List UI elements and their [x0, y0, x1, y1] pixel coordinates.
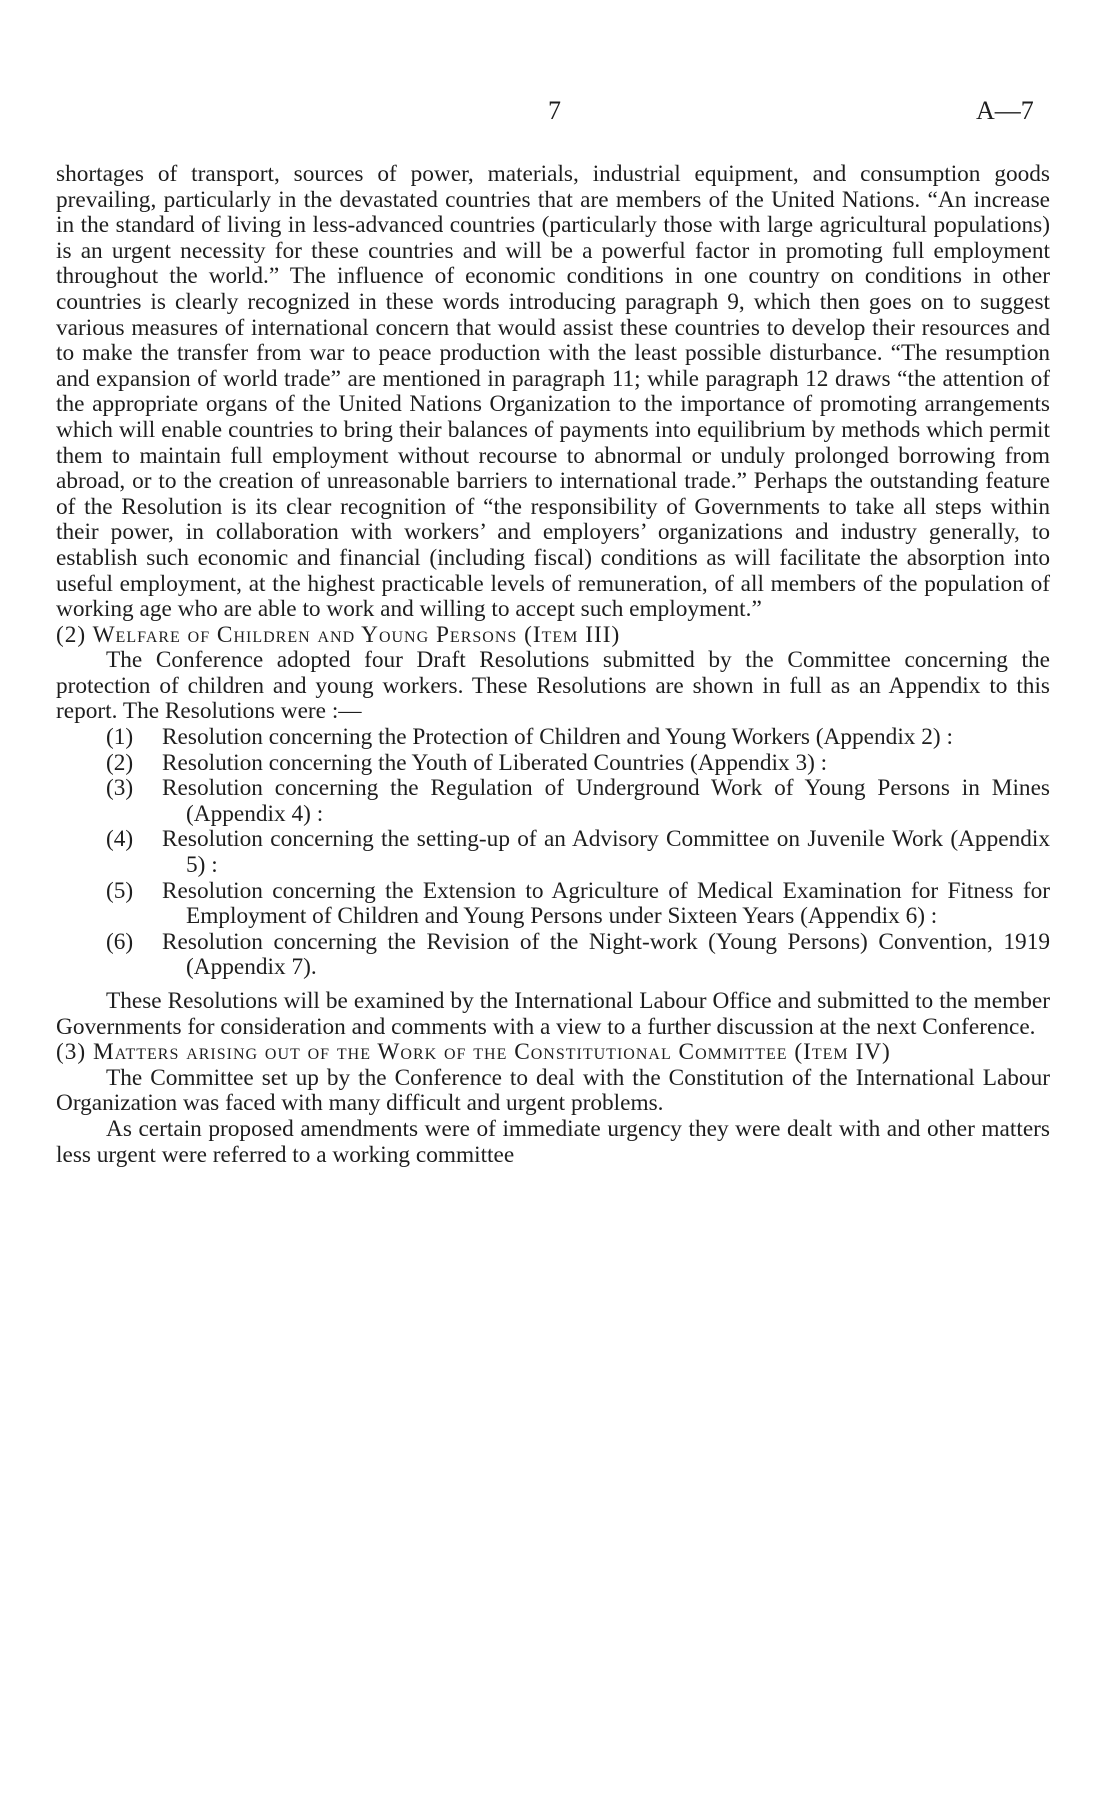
resolutions-list — [56, 725, 1050, 981]
list-item-text: Resolution concerning the Youth of Liberated Countries (Appendix 3) : — [162, 749, 828, 776]
section-2-intro: The Conference adopted four Draft Resolutions submitted by the Committee concerning the protection of children and young workers. These Resolutions are shown in full as an Appendix to this report. The Resolutions were :— — [56, 647, 1050, 725]
section-3-paragraph-2: As certain proposed amendments were of immediate urgency they were dealt with and other matters less urgent were referred to a working committee — [56, 1115, 1050, 1168]
list-item-number: (2) — [106, 749, 134, 776]
section-2-closing: These Resolutions will be examined by the International Labour Office and submitted to the member Governments for consideration and comments with a view to a further discussion at the next Conference. — [56, 988, 1050, 1040]
list-item — [56, 751, 1050, 777]
list-item — [56, 930, 1050, 981]
list-item-text: Resolution concerning the setting-up of an Advisory Committee on Juvenile Work (Appendix 5) : — [162, 826, 1050, 879]
list-item-text: Resolution concerning the Extension to Agriculture of Medical Examination for Fitness for Employment of Children and Young Persons under Sixteen Years (Appendix 6) : — [162, 877, 1050, 930]
list-item-number: (5) — [106, 877, 134, 904]
list-item — [56, 879, 1050, 930]
list-item-text: Resolution concerning the Protection of Children and Young Workers (Appendix 2) : — [162, 724, 953, 751]
list-item — [56, 827, 1050, 878]
list-item-text: Resolution concerning the Regulation of Underground Work of Young Persons in Mines (Appendix 4) : — [162, 775, 1050, 827]
list-item-text: Resolution concerning the Revision of the Night-work (Young Persons) Convention, 1919 (Appendix 7). — [162, 928, 1050, 981]
list-item — [56, 725, 1050, 751]
list-item-number: (3) — [106, 775, 134, 802]
document-body — [56, 162, 1050, 1168]
section-3-paragraph-1: The Committee set up by the Conference to deal with the Constitution of the International Labour Organization was faced with many difficult and urgent problems. — [56, 1064, 1050, 1117]
paragraph-continuation: shortages of transport, sources of power, materials, industrial equipment, and consumption goods prevailing, particularly in the devastated countries that are members of the United Nations. “An increase in the standard of living in less-advanced countries (particularly those with large agricultural populations) is an urgent necessity for these countries and will be a powerful factor in promoting full employment throughout the world.” The influence of economic conditions in one country on conditions in other countries is clearly recognized in these words introducing paragraph 9, which then goes on to suggest various measures of international concern that would assist these countries to develop their resources and to make the transfer from war to peace production with the least possible disturbance. “The resumption and expansion of world trade” are mentioned in paragraph 11; while paragraph 12 draws “the attention of the appropriate organs of the United Nations Organization to the importance of promoting arrangements which will enable countries to bring their balances of payments into equilibrium by methods which permit them to maintain full employment without recourse to abnormal or unduly prolonged borrowing from abroad, or to the creation of unreasonable barriers to international trade.” Perhaps the outstanding feature of the Resolution is its clear recognition of “the responsibility of Governments to take all steps within their power, in collaboration with workers’ and employers’ organizations and industry generally, to establish such economic and financial (including fiscal) conditions as will facilitate the absorption into useful employment, at the highest practicable levels of remuneration, of all members of the population of working age who are able to work and willing to accept such employment.” — [56, 161, 1050, 623]
page-number: 7 — [548, 96, 562, 125]
list-item — [56, 776, 1050, 827]
list-item-number: (6) — [106, 928, 134, 955]
page-reference: A—7 — [976, 96, 1034, 125]
section-heading-constitutional-committee: (3) Matters arising out of the Work of the Constitutional Committee (Item IV) — [56, 1039, 891, 1066]
section-heading-welfare-children: (2) Welfare of Children and Young Persons (Item III) — [56, 621, 621, 648]
list-item-number: (1) — [106, 724, 134, 751]
list-item-number: (4) — [106, 826, 134, 853]
